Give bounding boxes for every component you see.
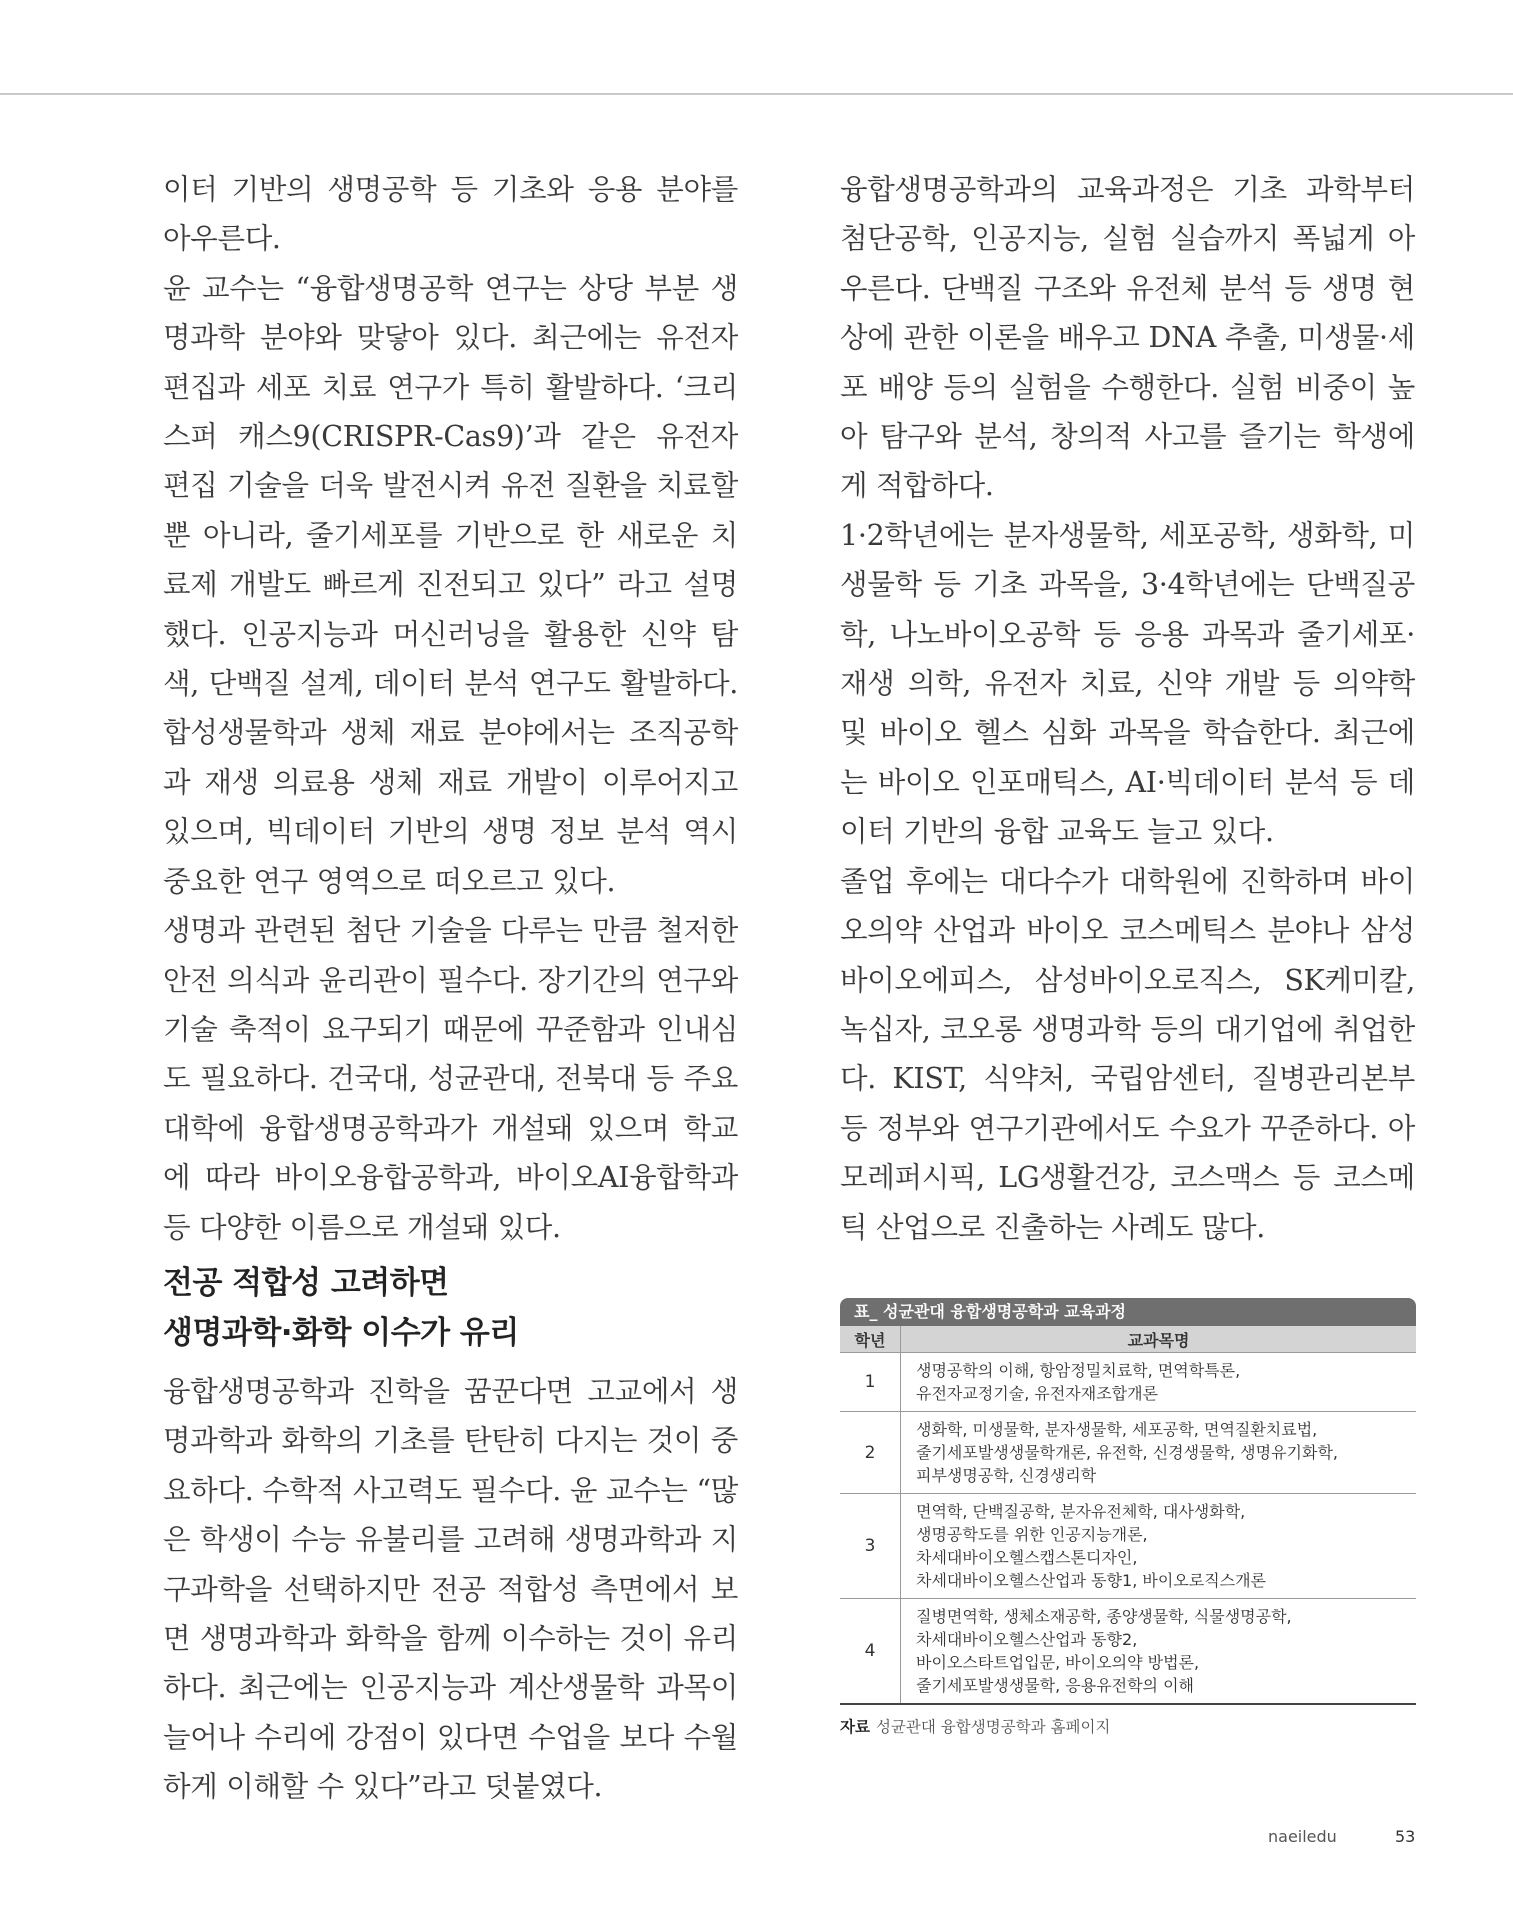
table-source: [840, 1715, 1416, 1737]
left-column: [163, 165, 738, 1252]
course-line: 줄기세포발생생물학, 응용유전학의 이해: [916, 1676, 1195, 1695]
courses-cell: [901, 1353, 1417, 1412]
body-paragraph: 윤 교수는 “융합생명공학 연구는 상당 부분 생명과학 분야와 맞닿아 있다. 최근에는 유전자 편집과 세포 치료 연구가 특히 활발하다. ‘크리스퍼 캐스9(CRISPR-Cas9)’과 같은 유전자 편집 기술을 더욱 발전시켜 유전 질환을 치료할 뿐 아니라, 줄기세포를 기반으로 한 새로운 치료제 개발도 빠르게 진전되고 있다” 라고 설명했다. 인공지능과 머신러닝을 활용한 신약 탐색, 단백질 설계, 데이터 분석 연구도 활발하다. 합성생물학과 생체 재료 분야에서는 조직공학과 재생 의료용 생체 재료 개발이 이루어지고 있으며, 빅데이터 기반의 생명 정보 분석 역시 중요한 연구 영역으로 떠오르고 있다.: [163, 271, 738, 898]
body-paragraph: 1·2학년에는 분자생물학, 세포공학, 생화학, 미생물학 등 기초 과목을, 3·4학년에는 단백질공학, 나노바이오공학 등 응용 과목과 줄기세포·재생 의학, 유전자 치료, 신약 개발 등 의약학 및 바이오 헬스 심화 과목을 학습한다. 최근에는 바이오 인포매틱스, AI·빅데이터 분석 등 데이터 기반의 융합 교육도 늘고 있다.: [840, 518, 1415, 849]
course-line: 줄기세포발생생물학개론, 유전학, 신경생물학, 생명유기화학,: [916, 1443, 1339, 1462]
footer-brand: naeiledu: [1268, 1827, 1337, 1846]
course-line: 바이오스타트업입문, 바이오의약 방법론,: [916, 1653, 1200, 1672]
year-cell: 4: [840, 1599, 901, 1705]
top-divider: [0, 93, 1513, 95]
courses-cell: [901, 1494, 1417, 1599]
table-row: [840, 1353, 1416, 1412]
table-row: [840, 1494, 1416, 1599]
curriculum-table: [840, 1326, 1416, 1705]
table-title: 표_ 성균관대 융합생명공학과 교육과정: [840, 1298, 1416, 1326]
table-header-row: [840, 1326, 1416, 1353]
header-year: 학년: [840, 1326, 901, 1353]
year-cell: 2: [840, 1412, 901, 1494]
section-heading-line2: 생명과학·화학 이수가 유리: [163, 1315, 519, 1351]
body-paragraph: 졸업 후에는 대다수가 대학원에 진학하며 바이오의약 산업과 바이오 코스메틱스 분야나 삼성바이오에피스, 삼성바이오로직스, SK케미칼, 녹십자, 코오롱 생명과학 등의 대기업에 취업한다. KIST, 식약처, 국립암센터, 질병관리본부 등 정부와 연구기관에서도 수요가 꾸준하다. 아모레퍼시픽, LG생활건강, 코스맥스 등 코스메틱 산업으로 진출하는 사례도 많다.: [840, 864, 1415, 1244]
body-paragraph: 이터 기반의 생명공학 등 기초와 응용 분야를 아우른다.: [163, 173, 738, 256]
source-label: 자료: [840, 1718, 870, 1736]
course-line: 피부생명공학, 신경생리학: [916, 1466, 1097, 1485]
section-heading: [163, 1258, 763, 1358]
course-line: 차세대바이오헬스산업과 동향2,: [916, 1630, 1138, 1649]
course-line: 생명공학의 이해, 항암정밀치료학, 면역학특론,: [916, 1361, 1241, 1380]
courses-cell: [901, 1412, 1417, 1494]
body-paragraph: 생명과 관련된 첨단 기술을 다루는 만큼 철저한 안전 의식과 윤리관이 필수다. 장기간의 연구와 기술 축적이 요구되기 때문에 꾸준함과 인내심도 필요하다. 건국대, 성균관대, 전북대 등 주요 대학에 융합생명공학과가 개설돼 있으며 학교에 따라 바이오융합공학과, 바이오AI융합학과 등 다양한 이름으로 개설돼 있다.: [163, 914, 739, 1244]
left-lower-column: [163, 1367, 738, 1812]
page-number: 53: [1395, 1827, 1416, 1846]
courses-cell: [901, 1599, 1417, 1705]
table-row: [840, 1412, 1416, 1494]
curriculum-table-box: [840, 1298, 1416, 1737]
course-line: 유전자교정기술, 유전자재조합개론: [916, 1384, 1159, 1403]
right-column: [840, 165, 1415, 1252]
section-heading-line1: 전공 적합성 고려하면: [163, 1265, 449, 1301]
course-line: 차세대바이오헬스캡스톤디자인,: [916, 1548, 1138, 1567]
source-text: 성균관대 융합생명공학과 홈페이지: [875, 1718, 1111, 1736]
body-paragraph: 융합생명공학과 진학을 꿈꾼다면 고교에서 생명과학과 화학의 기초를 탄탄히 다지는 것이 중요하다. 수학적 사고력도 필수다. 윤 교수는 “많은 학생이 수능 유불리를 고려해 생명과학과 지구과학을 선택하지만 전공 적합성 측면에서 보면 생명과학과 화학을 함께 이수하는 것이 유리하다. 최근에는 인공지능과 계산생물학 과목이 늘어나 수리에 강점이 있다면 수업을 보다 수월하게 이해할 수 있다”라고 덧붙였다.: [163, 1375, 738, 1804]
year-cell: 1: [840, 1353, 901, 1412]
course-line: 생명공학도를 위한 인공지능개론,: [916, 1525, 1148, 1544]
course-line: 질병면역학, 생체소재공학, 종양생물학, 식물생명공학,: [916, 1607, 1292, 1626]
course-line: 면역학, 단백질공학, 분자유전체학, 대사생화학,: [916, 1502, 1246, 1521]
body-paragraph: 융합생명공학과의 교육과정은 기초 과학부터 첨단공학, 인공지능, 실험 실습까지 폭넓게 아우른다. 단백질 구조와 유전체 분석 등 생명 현상에 관한 이론을 배우고 DNA 추출, 미생물·세포 배양 등의 실험을 수행한다. 실험 비중이 높아 탐구와 분석, 창의적 사고를 즐기는 학생에게 적합하다.: [840, 173, 1415, 503]
course-line: 차세대바이오헬스산업과 동향1, 바이오로직스개론: [916, 1571, 1267, 1590]
table-row: [840, 1599, 1416, 1705]
header-courses: 교과목명: [901, 1326, 1417, 1353]
year-cell: 3: [840, 1494, 901, 1599]
course-line: 생화학, 미생물학, 분자생물학, 세포공학, 면역질환치료법,: [916, 1420, 1318, 1439]
